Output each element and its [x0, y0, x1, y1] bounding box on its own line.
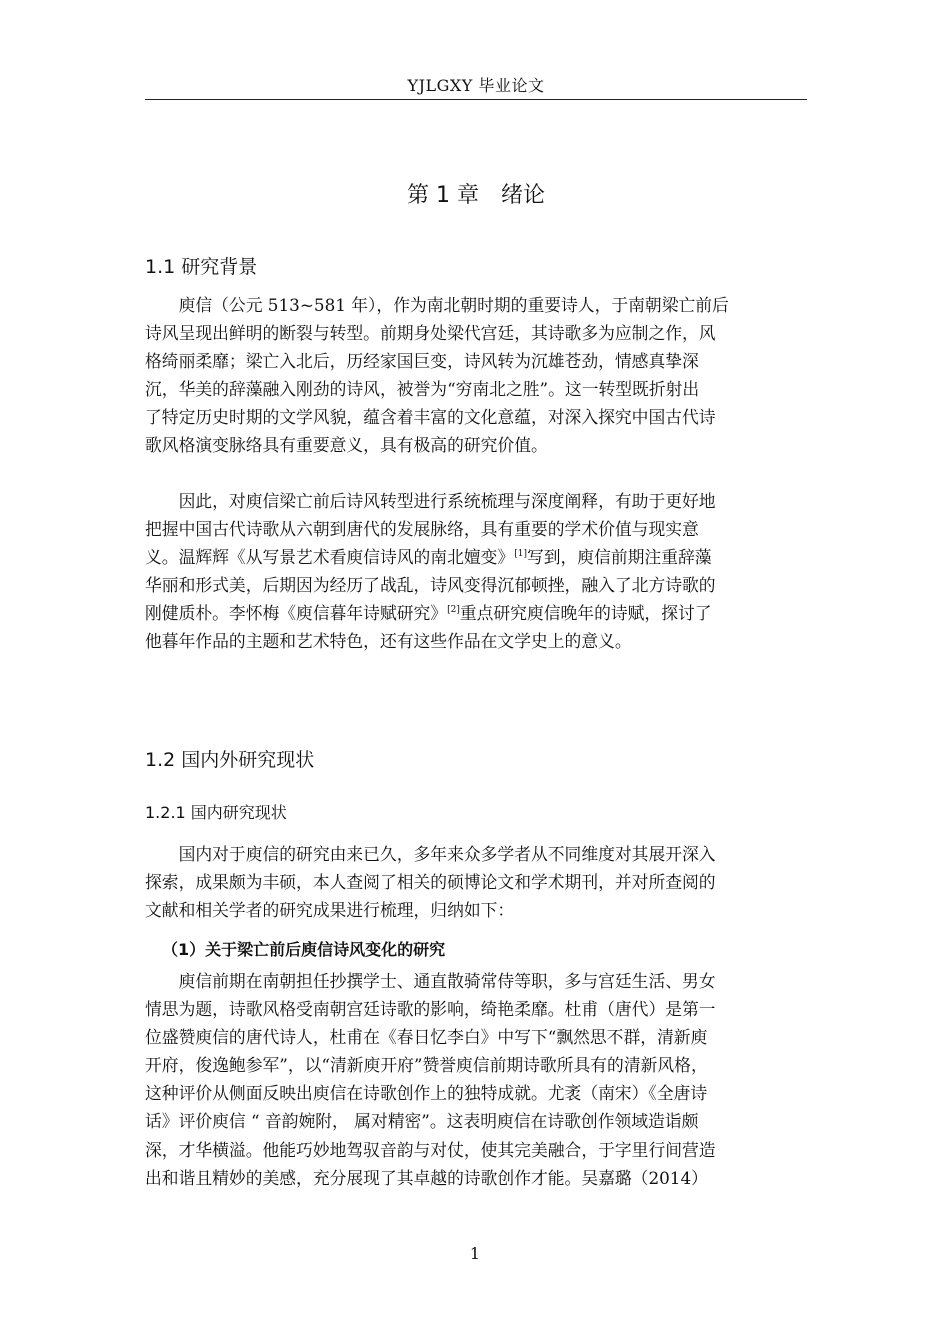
paragraph-style-change — [145, 967, 809, 1192]
paragraph-line — [145, 543, 809, 571]
paragraph-line: 庾信前期在南朝担任抄撰学士、通直散骑常侍等职，多与宫廷生活、男女 — [145, 971, 716, 991]
paragraph-background-2 — [145, 487, 809, 656]
paragraph-line: 国内对于庾信的研究由来已久，多年来众多学者从不同维度对其展开深入 — [145, 844, 716, 864]
paragraph-line: 歌风格演变脉络具有重要意义，具有极高的研究价值。 — [145, 435, 548, 456]
paragraph-line: 这种评价从侧面反映出庾信在诗歌创作上的独特成就。尤袤（南宋）《全唐诗 — [145, 1083, 708, 1104]
section-heading-1-1: 1.1 研究背景 — [145, 256, 258, 278]
paragraph-line: 开府，俊逸鲍参军”，以“清新庾开府”赞誉庾信前期诗歌所具有的清新风格， — [145, 1055, 708, 1076]
paragraph-line: 沉，华美的辞藻融入刚劲的诗风，被誉为“穷南北之胜”。这一转型既折射出 — [145, 379, 700, 400]
paragraph-line: 诗风呈现出鲜明的断裂与转型。前期身处梁代宫廷，其诗歌多为应制之作，风 — [145, 323, 716, 344]
paragraph-line: 把握中国古代诗歌从六朝到唐代的发展脉络，具有重要的学术价值与现实意 — [145, 519, 699, 540]
paragraph-line: 出和谐且精妙的美感，充分展现了其卓越的诗歌创作才能。吴嘉璐（2014） — [145, 1167, 708, 1188]
citation-text: 写到，庾信前期注重辞藻 — [526, 547, 712, 568]
paragraph-line: 情思为题，诗歌风格受南朝宫廷诗歌的影响，绮艳柔靡。杜甫（唐代）是第一 — [145, 999, 716, 1020]
chapter-title: 第 1 章 绪论 — [407, 183, 545, 208]
paragraph-line: 他暮年作品的主题和艺术特色，还有这些作品在文学史上的意义。 — [145, 631, 632, 652]
paragraph-line: 庾信（公元 513~581 年），作为南北朝时期的重要诗人，于南朝梁亡前后 — [145, 295, 729, 315]
subsection-heading-1-2-1: 1.2.1 国内研究现状 — [145, 803, 287, 822]
paragraph-line: 华丽和形式美，后期因为经历了战乱，诗风变得沉郁顿挫，融入了北方诗歌的 — [145, 575, 716, 596]
page-header-text: YJLGXY 毕业论文 — [407, 76, 545, 95]
citation-text: 重点研究庾信晚年的诗赋，探讨了 — [459, 603, 712, 624]
paragraph-line: 话》评价庾信 “ 音韵婉附， 属对精密”。这表明庾信在诗歌创作领域造诣颇 — [145, 1111, 699, 1132]
paragraph-line: 因此，对庾信梁亡前后诗风转型进行系统梳理与深度阐释，有助于更好地 — [145, 491, 716, 511]
citation-text: 义。温辉辉《从写景艺术看庾信诗风的南北嬗变》 — [145, 547, 515, 568]
page-number: 1 — [469, 1244, 481, 1263]
citation-marker[interactable]: [1] — [514, 549, 527, 560]
subheading-style-change: （1）关于梁亡前后庾信诗风变化的研究 — [162, 940, 446, 959]
paragraph-line: 了特定历史时期的文学风貌，蕴含着丰富的文化意蕴，对深入探究中国古代诗 — [145, 407, 716, 428]
paragraph-line: 位盛赞庾信的唐代诗人，杜甫在《春日忆李白》中写下“飘然思不群，清新庾 — [145, 1027, 708, 1048]
citation-text: 刚健质朴。李怀梅《庾信暮年诗赋研究》 — [145, 603, 448, 624]
paragraph-line — [145, 599, 809, 627]
page-header-rule — [145, 99, 807, 100]
paragraph-background-1 — [145, 291, 809, 460]
paragraph-line: 文献和相关学者的研究成果进行梳理，归纳如下： — [145, 900, 515, 921]
paragraph-domestic-research — [145, 840, 809, 924]
citation-marker[interactable]: [2] — [447, 605, 460, 616]
paragraph-line: 格绮丽柔靡；梁亡入北后，历经家国巨变，诗风转为沉雄苍劲，情感真挚深 — [145, 351, 699, 372]
paragraph-line: 探索，成果颇为丰硕，本人查阅了相关的硕博论文和学术期刊，并对所查阅的 — [145, 872, 716, 893]
section-heading-1-2: 1.2 国内外研究现状 — [145, 749, 315, 771]
paragraph-line: 深，才华横溢。他能巧妙地驾驭音韵与对仗，使其完美融合，于字里行间营造 — [145, 1139, 716, 1160]
